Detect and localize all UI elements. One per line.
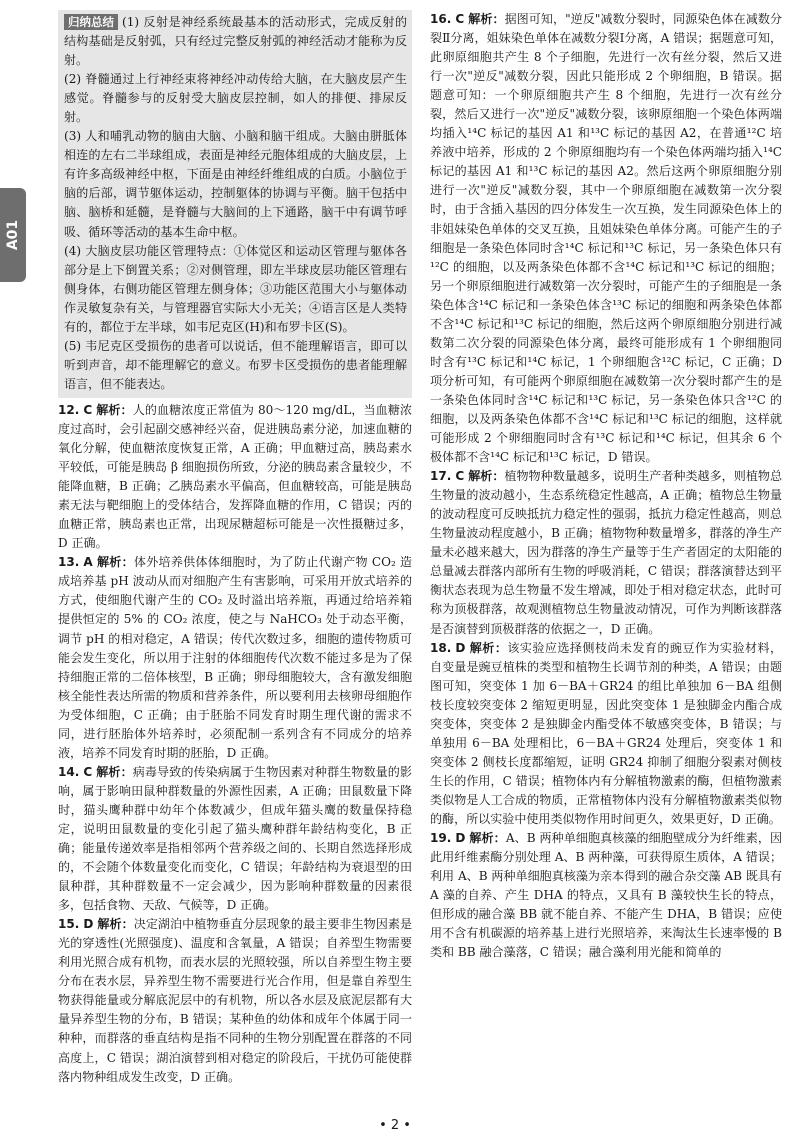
question-number: 13.: [58, 555, 80, 570]
answer-18: [430, 639, 782, 829]
answer-choice: D: [455, 831, 466, 846]
answer-13: [58, 553, 412, 763]
question-number: 19.: [430, 831, 452, 846]
page-number: • 2 •: [379, 1118, 411, 1133]
analysis-text: 人的血糖浓度正常值为 80～120 mg/dL，当血糖浓度过高时，会引起副交感神经兴奋，促进胰岛素分泌，加速血糖的氧化分解，使血糖浓度恢复正常，A 正确；甲血糖过高，胰岛素水平较低，可能是胰岛 β 细胞损伤所致，分泌的胰岛素含量较少，不能降血糖，B 正确；乙胰岛素水平偏高，但血糖较高，可能是胰岛素无法与靶细胞上的受体结合，发挥降血糖的作用，C 错误；丙的血糖正常，胰岛素也正常，出现尿糖超标可能是一次性摄糖过多，D 正确。: [58, 402, 413, 551]
summary-paragraph: (3) 人和哺乳动物的脑由大脑、小脑和脑干组成。大脑由胼胝体相连的左右二半球组成，表面是神经元胞体组成的大脑皮层，上有许多高级神经中枢，下面是由神经纤维组成的白质。小脑位于脑的后部，调节躯体运动，控制躯体的协调与平衡。脑干包括中脑、脑桥和延髓，是脊髓与大脑间的上下通路，脑干中有调节呼吸、循环等活动的基本生命中枢。: [64, 129, 407, 239]
answer-17: [430, 467, 782, 638]
answer-choice: D: [83, 917, 94, 932]
question-number: 16.: [430, 12, 452, 26]
analysis-text: 体外培养供体体细胞时，为了防止代谢产物 CO₂ 造成培养基 pH 波动从而对细胞产生有害影响，可采用开放式培养的方式，使细胞代谢产生的 CO₂ 及时溢出培养瓶，再通过给培养箱提供恒定的 5% 的 CO₂ 浓度，使之与 NaHCO₃ 处于动态平衡，调节 pH 的相对稳定，A 错误；传代次数过多，细胞的遗传物质可能会发生变化，所以用于注射的体细胞传代次数不能过多是为了保持细胞正常的二倍体核型，B 正确；卵母细胞较大，含有激发细胞核全能性表达所需的物质和营养条件，所以要利用去核卵母细胞作为受体细胞，C 正确；由于胚胎不同发育时期生理代谢的需求不同，进行胚胎体外培养时，必须配制一系列含有不同成分的培养液，培养不同发育时期的胚胎，D 正确。: [58, 555, 413, 760]
question-number: 14.: [58, 764, 80, 779]
summary-tag: 归纳总结: [64, 14, 118, 30]
answer-choice: C: [455, 12, 465, 26]
analysis-text: A、B 两种单细胞真核藻的细胞壁成分为纤维素，因此用纤维素酶分别处理 A、B 两种藻，可获得原生质体，A 错误；利用 A、B 两种单细胞真核藻为亲本得到的融合杂交藻 AB 既具有 A 藻的自养、产生 DHA 的特点，又具有 B 藻较快生长的特点，但形成的融合藻 BB 就不能自养、不能产生 DHA，B 错误；应使用不含有机碳源的培养基上进行光照培养，来淘汰生长速率慢的 B 类和 BB 融合藻落，C 错误；融合藻利用光能和简单的: [430, 831, 783, 960]
answer-12: [58, 401, 412, 553]
answer-choice: C: [83, 764, 93, 779]
answer-choice: D: [455, 640, 466, 655]
answer-choice: C: [83, 402, 93, 417]
analysis-label: 解析：: [469, 640, 508, 655]
answer-14: [58, 763, 412, 915]
analysis-label: 解析：: [468, 469, 505, 484]
question-number: 17.: [430, 469, 452, 484]
analysis-label: 解析：: [469, 831, 506, 846]
summary-paragraph: (2) 脊髓通过上行神经束将神经冲动传给大脑，在大脑皮层产生感觉。脊髓参与的反射受大脑皮层控制，如人的排便、排尿反射。: [64, 72, 407, 125]
section-tab: [0, 188, 26, 282]
question-number: 12.: [58, 402, 80, 417]
analysis-text: 据图可知，"逆反"减数分裂时，同源染色体在减数分裂Ⅱ分离，姐妹染色单体在减数分裂Ⅰ分离，A 错误；据题意可知，此卵原细胞共产生 8 个子细胞，先进行一次有丝分裂，然后又进行一次"逆反"减数分裂，因此只能形成 2 个卵细胞，B 错误。据题意可知：一个卵原细胞共产生 8 个细胞，先进行一次有丝分裂，然后又进行一次"逆反"减数分裂，该卵原细胞一个染色体两端均插入¹⁴C 标记的基因 A1 和¹³C 标记的基因 A2，在普通¹²C 培养液中培养，形成的 2 个卵原细胞均有一个染色体两端均插入¹⁴C 标记的基因 A1 和¹³C 标记的基因 A2。然后这两个卵原细胞分别进行一次"逆反"减数分裂，其中一个卵原细胞在减数第一次分裂时，由于含插入基因的四分体发生一次互换，发生同源染色体上的非姐妹染色单体的交叉互换，且姐妹染色单体分离。可能产生的子细胞是一条染色体同时含¹⁴C 标记和¹³C 标记，另一条染色体只有¹²C 的细胞，以及两条染色体都不含¹⁴C 标记和¹³C 标记的细胞；另一个卵原细胞进行减数第一次分裂时，可能产生的子细胞是一条染色体含¹⁴C 标记和一条染色体含¹³C 标记的细胞和两条染色体都不含¹⁴C 标记和¹³C 标记的细胞，然后这两个卵原细胞分别进行减数第二次分裂的同源染色体分离，最终可能形成有 1 个卵细胞同时含有¹³C 标记和¹⁴C 标记，1 个卵细胞含¹²C 标记，C 正确；D 项分析可知，有可能两个卵原细胞在减数第一次分裂时都产生的是一条染色体同时含¹⁴C 标记和¹³C 标记，另一条染色体只含¹²C 的细胞，以及两条染色体都不含¹⁴C 标记和¹³C 标记的细胞，这样就可能形成 2 个卵细胞同时含有¹³C 标记和¹⁴C 标记，但其余 6 个极体都不含¹⁴C 标记和¹³C 标记，D 错误。: [430, 12, 782, 465]
section-tab-label: A01: [5, 219, 22, 251]
answer-choice: C: [455, 469, 465, 484]
analysis-text: 病毒导致的传染病属于生物因素对种群生物数量的影响，属于影响田鼠种群数量的外源性因素，A 正确；田鼠数量下降时，猫头鹰种群中幼年个体数减少，但成年猫头鹰的数量保持稳定，说明田鼠数量的变化引起了猫头鹰种群年龄结构变化，B 正确；能量传递效率是指相邻两个营养级之间的、长期自然选择形成的，不会随个体数量变化而变化，C 错误；年龄结构为衰退型的田鼠种群，其种群数量不一定会减少，因为影响种群数量的因素很多，包括食物、天敌、气候等，D 正确。: [58, 764, 413, 913]
analysis-label: 解析：: [97, 917, 134, 932]
analysis-text: 决定湖泊中植物垂直分层现象的最主要非生物因素是光的穿透性(光照强度)、温度和含氧量，A 错误；自养型生物需要利用光照合成有机物，而表水层的光照较强，所以自养型生物主要分布在表水层，异养型生物不需要进行光合作用，但是靠自养型生物获得能量或分解底泥层中的有机物，所以各水层及底泥层都有大量异养型生物的分布，B 错误；某种鱼的幼体和成年个体属于同一种种，而群落的垂直结构是指不同种的生物分别配置在群落的不同高度上，C 错误；湖泊演替到相对稳定的阶段后，干扰仍可能使群落内物种组成发生改变，D 正确。: [58, 917, 413, 1084]
analysis-text: 该实验应选择侧枝尚未发育的豌豆作为实验材料，自变量是豌豆植株的类型和植物生长调节剂的种类，A 错误；由题图可知，突变体 1 加 6－BA＋GR24 的组比单独加 6－BA 组侧枝长度较突变体 2 缩短更明显，因此突变体 1 是独脚金内酯合成突变体，突变体 2 是独脚金内酯受体不敏感突变体，B 错误；与单独用 6－BA 处理相比，6－BA＋GR24 处理后，突变体 1 和突变体 2 侧枝长度都缩短，证明 GR24 抑制了细胞分裂素对侧枝生长的作用，C 错误；植物体内有分解植物激素的酶，但植物激素类似物是人工合成的物质，正常植物体内没有分解植物激素类似物的酶，所以实验中使用类似物作用时间更久，效果更好，D 正确。: [430, 640, 783, 826]
summary-box: [58, 10, 412, 398]
answer-19: [430, 829, 782, 962]
analysis-label: 解析：: [96, 764, 133, 779]
left-column: [58, 10, 412, 1087]
answer-choice: A: [83, 555, 93, 570]
summary-paragraph: (5) 韦尼克区受损伤的患者可以说话，但不能理解语言，即可以听到声音，却不能理解它的意义。布罗卡区受损伤的患者能理解语言，但不能表达。: [64, 338, 407, 391]
right-column: [430, 10, 782, 962]
analysis-label: 解析：: [96, 402, 133, 417]
summary-paragraph: 归纳总结 (1) 反射是神经系统最基本的活动形式，完成反射的结构基础是反射弧，只有经过完整反射弧的神经活动才能称为反射。: [64, 15, 407, 68]
answer-15: [58, 915, 412, 1086]
question-number: 15.: [58, 917, 80, 932]
answer-16: [430, 10, 782, 467]
summary-paragraph: (4) 大脑皮层功能区管理特点：①体觉区和运动区管理与躯体各部分是上下倒置关系；②对侧管理，即左半球皮层功能区管理右侧身体，右侧功能区管理左侧身体；③功能区范围大小与躯体动作灵敏复杂有关，与管理器官实际大小无关；④语言区是人类特有的，都位于左半球，如韦尼克区(H)和布罗卡区(S)。: [64, 243, 407, 334]
analysis-label: 解析：: [96, 555, 134, 570]
question-number: 18.: [430, 640, 452, 655]
analysis-label: 解析：: [468, 12, 505, 26]
analysis-text: 植物物种数量越多，说明生产者种类越多，则植物总生物量的波动越小，生态系统稳定性越高，A 正确；植物总生物量的波动程度可反映抵抗力稳定性的强弱，抵抗力稳定性越高，则总生物量波动程度越小，B 正确；植物物种数量增多，群落的净生产量未必越来越大，因为群落的净生产量等于生产者固定的太阳能的总量减去群落内部所有生物的呼吸消耗，C 错误；群落演替达到平衡状态表现为总生物量不发生增减，即处于相对稳定状态，此时可称为顶极群落，故观测植物总生物量波动情况，可作为判断该群落是否演替到顶极群落的依据之一，D 正确。: [430, 469, 783, 636]
